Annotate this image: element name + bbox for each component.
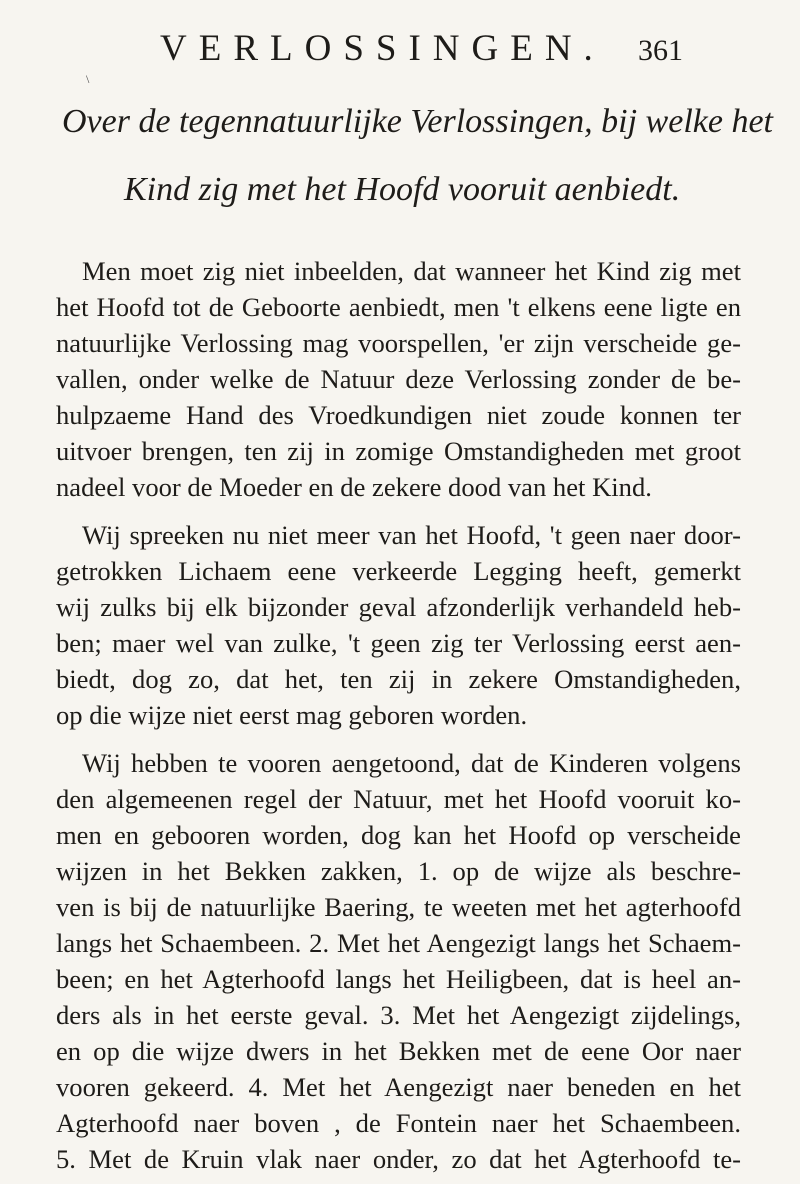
section-title-line-1: Over de tegennatuurlijke Verlossingen, bij welke het bbox=[62, 103, 773, 140]
text-line: wij zulks bij elk bijzonder geval afzonderlijk verhandeld heb- bbox=[56, 592, 741, 622]
text-line: den algemeenen regel der Natuur, met het Hoofd vooruit ko- bbox=[56, 784, 741, 814]
text-line: langs het Schaembeen. 2. Met het Aengezigt langs het Schaem- bbox=[56, 928, 741, 958]
text-line: het Hoofd tot de Geboorte aenbiedt, men 't elkens eene ligte en bbox=[56, 292, 741, 322]
text-line: natuurlijke Verlossing mag voorspellen, 'er zijn verscheide ge- bbox=[56, 328, 741, 358]
page-number: 361 bbox=[638, 34, 683, 67]
text-line: ven is bij de natuurlijke Baering, te weeten met het agterhoofd bbox=[56, 892, 741, 922]
text-line: biedt, dog zo, dat het, ten zij in zekere Omstandigheden, bbox=[56, 664, 741, 694]
text-line: hulpzaeme Hand des Vroedkundigen niet zoude konnen ter bbox=[56, 400, 741, 430]
text-line: vooren gekeerd. 4. Met het Aengezigt naer beneden en het bbox=[56, 1072, 741, 1102]
text-line: wijzen in het Bekken zakken, 1. op de wijze als beschre- bbox=[56, 856, 741, 886]
text-line: nadeel voor de Moeder en de zekere dood van het Kind. bbox=[56, 472, 652, 502]
text-line: Agterhoofd naer boven , de Fontein naer het Schaembeen. bbox=[56, 1108, 741, 1138]
running-head: VERLOSSINGEN. bbox=[160, 28, 605, 69]
text-line: en op die wijze dwers in het Bekken met de eene Oor naer bbox=[56, 1036, 741, 1066]
text-line: 5. Met de Kruin vlak naer onder, zo dat het Agterhoofd te- bbox=[56, 1144, 741, 1174]
text-line: Wij spreeken nu niet meer van het Hoofd, 't geen naer door- bbox=[82, 520, 741, 550]
text-line: op die wijze niet eerst mag geboren worden. bbox=[56, 700, 528, 730]
text-line: ben; maer wel van zulke, 't geen zig ter Verlossing eerst aen- bbox=[56, 628, 741, 658]
text-line: ders als in het eerste geval. 3. Met het Aengezigt zijdelings, bbox=[56, 1000, 741, 1030]
text-line: Wij hebben te vooren aengetoond, dat de Kinderen volgens bbox=[82, 748, 741, 778]
text-line: been; en het Agterhoofd langs het Heiligbeen, dat is heel an- bbox=[56, 964, 741, 994]
text-line: getrokken Lichaem eene verkeerde Legging heeft, gemerkt bbox=[56, 556, 741, 586]
text-line: Men moet zig niet inbeelden, dat wanneer het Kind zig met bbox=[82, 256, 741, 286]
text-line: men en gebooren worden, dog kan het Hoofd op verscheide bbox=[56, 820, 741, 850]
text-line: uitvoer brengen, ten zij in zomige Omstandigheden met groot bbox=[56, 436, 741, 466]
text-line: vallen, onder welke de Natuur deze Verlossing zonder de be- bbox=[56, 364, 741, 394]
header-mark: \ bbox=[86, 72, 90, 86]
section-title-line-2: Kind zig met het Hoofd vooruit aenbiedt. bbox=[124, 171, 681, 208]
